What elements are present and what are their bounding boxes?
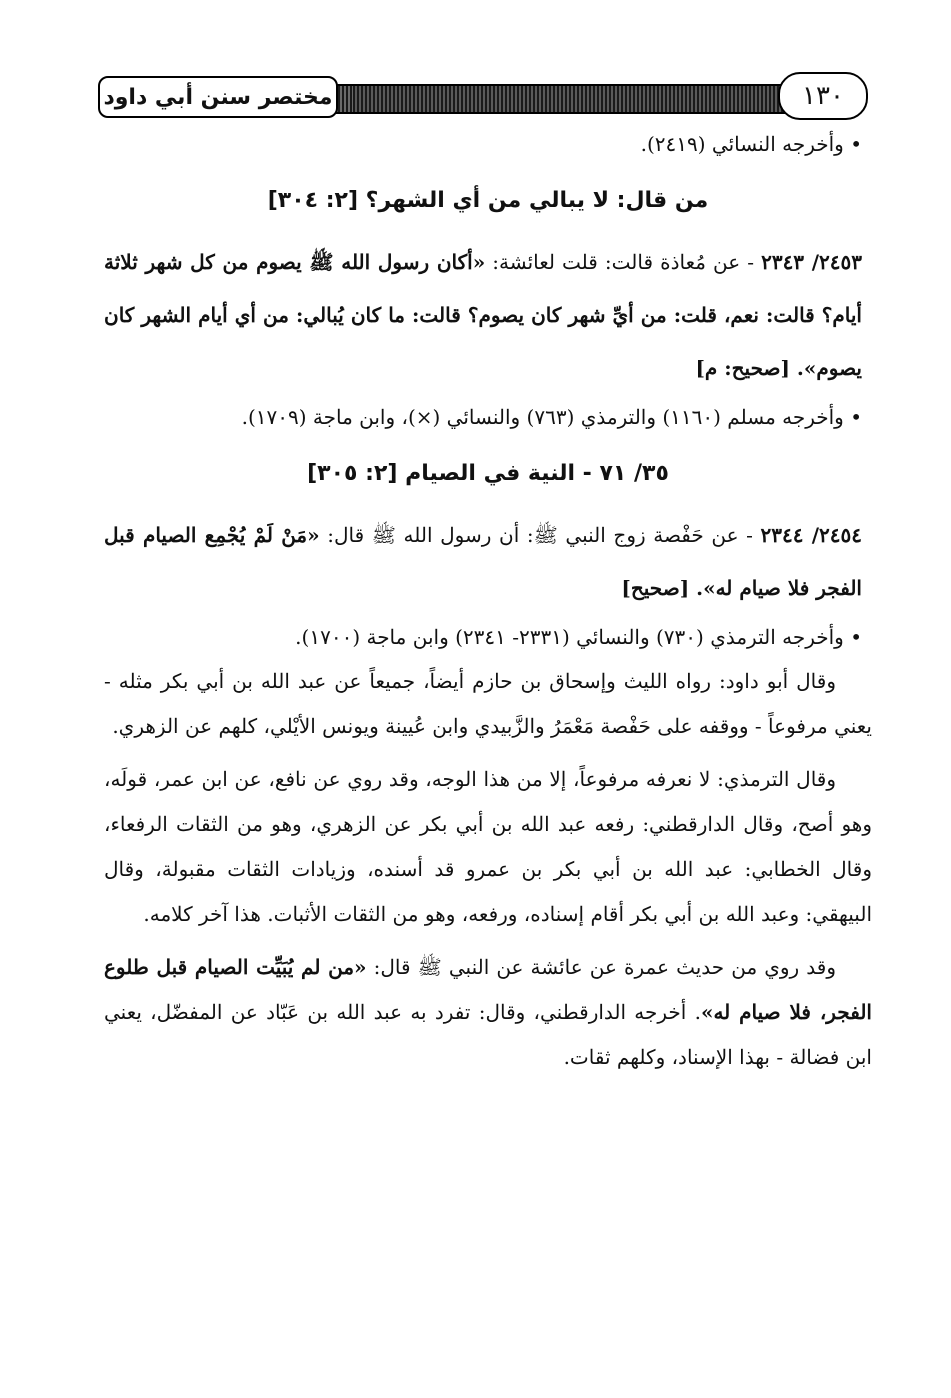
takhrij-note-1: • وأخرجه النسائي (٢٤١٩).	[640, 132, 862, 156]
hadith-2453	[104, 236, 872, 395]
header-ornament-band	[353, 84, 798, 114]
book-title: مختصر سنن أبي داود	[98, 76, 338, 118]
takhrij-note-2: • وأخرجه مسلم (١١٦٠) والترمذي (٧٦٣) والنسائي (×)، وابن ماجة (١٧٠٩).	[241, 405, 862, 429]
hadith-number: ٢٤٥٣/ ٢٣٤٣	[761, 250, 862, 274]
commentary-paragraph-3	[104, 945, 872, 1080]
hadith-2454	[104, 509, 872, 615]
hadith-number: ٢٤٥٤/ ٢٣٤٤	[760, 523, 863, 547]
hadith-intro: - عن حَفْصة زوج النبي ﷺ: أن رسول الله ﷺ قال:	[319, 523, 761, 547]
page-header	[98, 72, 868, 122]
hadith-intro: - عن مُعاذة قالت: قلت لعائشة:	[485, 250, 762, 274]
chapter-heading-1: من قال: لا يبالي من أي الشهر؟ [٢: ٣٠٤]	[267, 188, 709, 213]
paragraph-rest: . أخرجه الدارقطني، وقال: تفرد به عبد الله بن عَبّاد عن المفضّل، يعني ابن فضالة - بهذا الإسناد، وكلهم ثقات.	[104, 1000, 872, 1069]
commentary-paragraph-2: وقال الترمذي: لا نعرفه مرفوعاً، إلا من هذا الوجه، وقد روي عن نافع، عن ابن عمر، قولَه، وهو أصح، وقال الدارقطني: رفعه عبد الله بن أبي بكر عن الزهري، وهو من الثقات الرفعاء، وقال الخطابي: عبد الله بن أبي بكر بن عمرو قد أسنده، وزيادات الثقات مقبولة، وقال البيهقي: وعبد الله بن أبي بكر أقام إسناده، ورفعه، وهو من الثقات الأثبات. هذا آخر كلامه.	[104, 767, 872, 926]
page-number: ١٣٠	[778, 72, 868, 120]
page-content	[104, 122, 872, 1088]
hadith-text: «مَنْ لَمْ يُجْمِع الصيام قبل الفجر فلا صيام له». [صحيح]	[104, 523, 862, 600]
takhrij-note-3: • وأخرجه الترمذي (٧٣٠) والنسائي (٢٣٣١- ٢٣٤١) وابن ماجة (١٧٠٠).	[295, 625, 862, 649]
paragraph-intro: وقد روي من حديث عمرة عن عائشة عن النبي ﷺ قال:	[366, 955, 836, 979]
hadith-text: «أكان رسول الله ﷺ يصوم من كل شهر ثلاثة أيام؟ قالت: نعم، قلت: من أيِّ شهر كان يصوم؟ قالت: ما كان يُبالي: من أي أيام الشهر كان يصوم». [صحيح: م]	[104, 250, 862, 380]
quoted-hadith: «من لم يُبَيِّت الصيام قبل طلوع الفجر، فلا صيام له»	[104, 955, 872, 1024]
commentary-paragraph-1: وقال أبو داود: رواه الليث وإسحاق بن حازم أيضاً، جميعاً عن عبد الله بن أبي بكر مثله - يعني مرفوعاً - ووقفه على حَفْصة مَعْمَرُ والزَّبيدي وابن عُيينة ويونس الأيْلي، كلهم عن الزهري.	[104, 669, 872, 738]
chapter-heading-2: ٣٥/ ٧١ - النية في الصيام [٢: ٣٠٥]	[307, 461, 669, 486]
